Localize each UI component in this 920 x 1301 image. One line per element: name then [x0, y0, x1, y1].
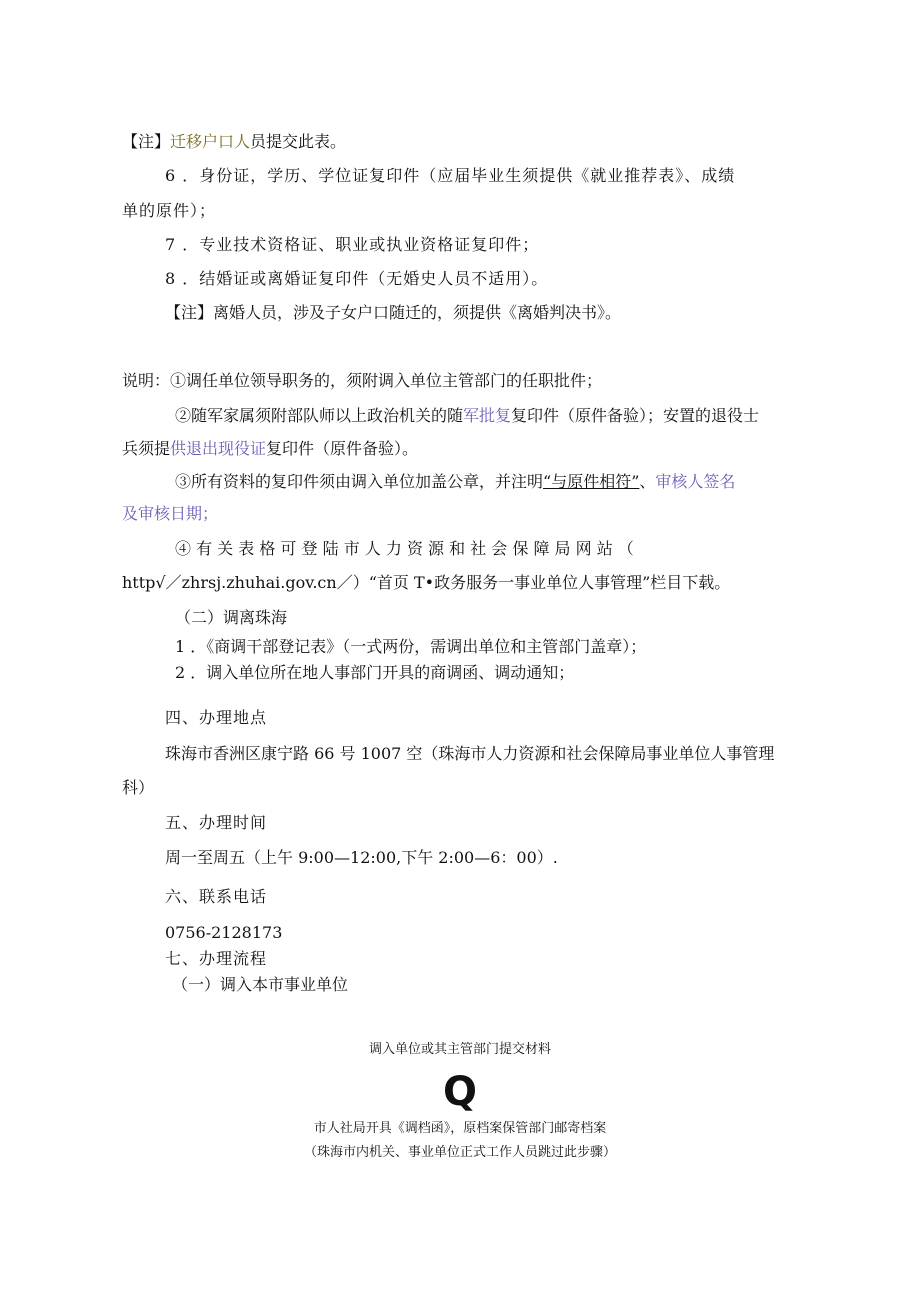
explanation-line-4-highlight: 审核人签名 [655, 472, 736, 491]
phone-heading: 六、联系电话 [165, 887, 268, 906]
explanation-line-3 [122, 438, 418, 460]
explanation-line-1: 说明：①调任单位领导职务的，须附调入单位主管部门的任职批件； [122, 371, 603, 390]
explanation-line-6: ④ 有 关 表 格 可 登 陆 市 人 力 资 源 和 社 会 保 障 局 网 站 （ [175, 539, 634, 558]
explanation-line-3-b: 复印件（原件备验）。 [266, 439, 419, 458]
note-bracket: 【注】 [122, 132, 171, 151]
process-subheading: （一）调入本市事业单位 [172, 975, 349, 994]
transfer-out-item-1: 1 ．《商调干部登记表》（一式两份，需调出单位和主管部门盖章）； [175, 637, 647, 656]
transfer-out-heading: （二）调离珠海 [175, 608, 288, 627]
explanation-line-7: http√／zhrsj.zhuhai.gov.cn／）“首页 T•政务服务一事业单位人事管理”栏目下载。 [122, 573, 731, 592]
flow-arrow-icon: Q [442, 1069, 477, 1115]
flow-step-2: 市人社局开具《调档函》，原档案保管部门邮寄档案 [313, 1121, 607, 1136]
time-heading: 五、办理时间 [165, 813, 268, 832]
location-line-2: 科） [122, 778, 155, 797]
location-heading: 四、办理地点 [165, 708, 268, 727]
explanation-line-2-a: ②随军家属须附部队师以上政治机关的随 [175, 406, 464, 425]
explanation-line-4-underlined: “与原件相符” [543, 472, 640, 491]
item-8: 8 ．结婚证或离婚证复印件（无婚史人员不适用）。 [165, 269, 549, 288]
explanation-line-5: 及审核日期； [122, 504, 219, 523]
transfer-out-item-2: 2 ．调入单位所在地人事部门开具的商调函、调动通知； [175, 663, 575, 682]
phone-value: 0756-2128173 [165, 923, 283, 942]
process-heading: 七、办理流程 [165, 949, 268, 968]
explanation-line-2-b: 复印件（原件备验）；安置的退役士 [511, 406, 760, 425]
note-migrate [122, 131, 346, 153]
explanation-line-3-a: 兵须提 [122, 439, 171, 458]
explanation-line-3-highlight: 供退出现役证 [170, 439, 267, 458]
explanation-line-2 [175, 405, 759, 427]
note-migrate-highlight: 迁移户口人 [170, 132, 251, 151]
explanation-line-4-a: ③所有资料的复印件须由调入单位加盖公章，并注明 [175, 472, 544, 491]
time-value: 周一至周五（上午 9:00—12:00,下午 2:00—6：00）. [165, 848, 558, 867]
explanation-line-2-highlight: 军批复 [463, 406, 512, 425]
note-divorce: 【注】离婚人员，涉及子女户口随迁的，须提供《离婚判决书》。 [165, 303, 622, 322]
note-migrate-tail: 员提交此表。 [250, 132, 347, 151]
flow-step-1: 调入单位或其主管部门提交材料 [368, 1042, 551, 1057]
item-6-line-1: 6 ．身份证，学历、学位证复印件（应届毕业生须提供《就业推荐表》、成绩 [165, 166, 736, 185]
explanation-line-4 [175, 471, 735, 493]
location-line-1: 珠海市香洲区康宁路 66 号 1007 空（珠海市人力资源和社会保障局事业单位人事管理 [165, 744, 775, 763]
item-6-line-2: 单的原件）； [122, 201, 217, 220]
flow-step-2-note: （珠海市内机关、事业单位正式工作人员跳过此步骤） [303, 1145, 616, 1160]
item-7: 7 ．专业技术资格证、职业或执业资格证复印件； [165, 235, 540, 254]
explanation-line-4-sep: 、 [639, 472, 656, 491]
